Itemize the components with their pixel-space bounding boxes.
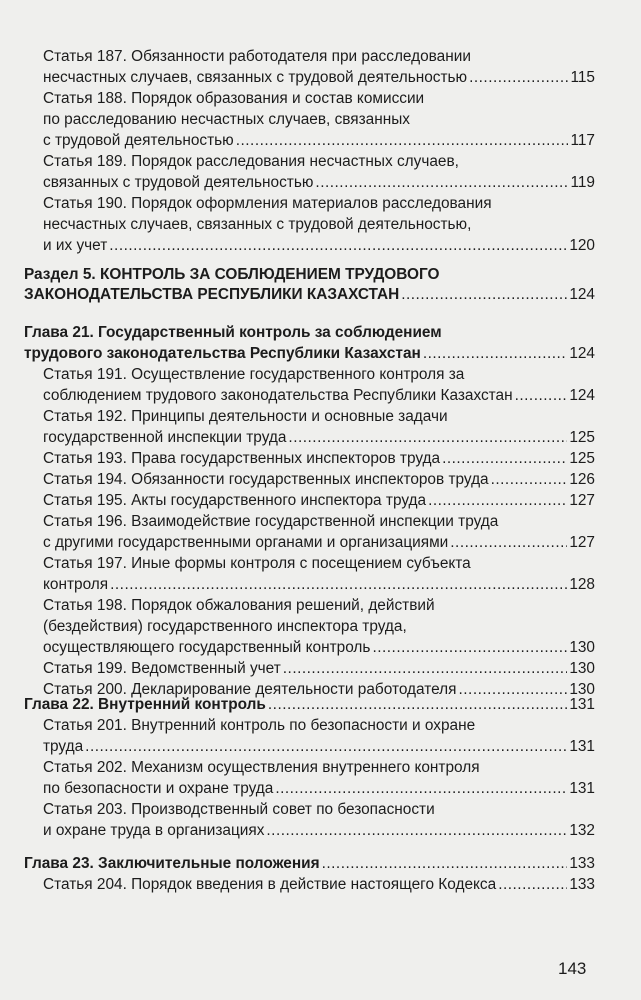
toc-entry-line: [43, 490, 595, 512]
toc-entry-page: 125: [569, 429, 595, 446]
page-number: 143: [558, 959, 587, 978]
toc-entry-page: 128: [569, 576, 595, 593]
toc-entry-line: [43, 427, 595, 449]
toc-entry-page: 131: [569, 696, 595, 713]
toc-entry-title: Статья 190. Порядок оформления материалов расследования: [43, 195, 492, 212]
dot-leader: [498, 874, 567, 896]
toc-entry-title: несчастных случаев, связанных с трудовой деятельностью,: [43, 216, 472, 233]
toc-entry-page: 131: [569, 780, 595, 797]
toc-entry-page: 119: [570, 174, 595, 191]
toc-entry-line: [43, 193, 492, 215]
toc-entry-page: 130: [569, 639, 595, 656]
toc-entry-line: [43, 46, 471, 68]
toc-entry-line: [43, 88, 424, 110]
dot-leader: [275, 778, 567, 800]
toc-entry-title: соблюдением трудового законодательства Республики Казахстан: [43, 387, 513, 404]
toc-entry-line: [43, 637, 595, 659]
toc-entry-line: [43, 778, 595, 800]
toc-entry-title: Статья 198. Порядок обжалования решений, действий: [43, 597, 435, 614]
toc-entry-title: с трудовой деятельностью: [43, 132, 234, 149]
toc-entry-title: Статья 202. Механизм осуществления внутреннего контроля: [43, 759, 480, 776]
toc-entry-line: [43, 799, 435, 821]
toc-entry-page: 132: [569, 822, 595, 839]
toc-entry-title: Статья 191. Осуществление государственного контроля за: [43, 366, 465, 383]
dot-leader: [266, 820, 567, 842]
toc-entry-title: Статья 195. Акты государственного инспектора труда: [43, 492, 427, 509]
dot-leader: [401, 284, 567, 306]
toc-entry-title: Статья 203. Производственный совет по безопасности: [43, 801, 435, 818]
toc-entry-title: и охране труда в организациях: [43, 822, 265, 839]
toc-entry-title: Статья 188. Порядок образования и состав комиссии: [43, 90, 425, 107]
toc-entry-line: [43, 469, 595, 491]
toc-entry-title: Статья 193. Права государственных инспекторов труда: [43, 450, 441, 467]
toc-entry-title: Статья 199. Ведомственный учет: [43, 660, 281, 677]
dot-leader: [109, 235, 567, 257]
toc-entry-title: Статья 200. Декларирование деятельности работодателя: [43, 681, 457, 698]
toc-entry-page: 120: [569, 237, 595, 254]
dot-leader: [450, 532, 567, 554]
toc-entry-line: [43, 214, 471, 236]
toc-entry-title: и их учет: [43, 237, 108, 254]
toc-entry-title: связанных с трудовой деятельностью: [43, 174, 314, 191]
toc-entry-line: [43, 874, 595, 896]
toc-entry-page: 126: [569, 471, 595, 488]
toc-heading-line: [24, 284, 595, 306]
toc-entry-title: Статья 187. Обязанности работодателя при расследовании: [43, 48, 471, 65]
toc-entry-line: [43, 151, 459, 173]
dot-leader: [110, 574, 567, 596]
toc-entry-line: [43, 67, 595, 89]
toc-entry-title: Статья 201. Внутренний контроль по безопасности и охране: [43, 717, 476, 734]
toc-entry-line: [43, 820, 595, 842]
toc-entry-line: [43, 364, 464, 386]
dot-leader: [372, 637, 567, 659]
toc-entry-title: Глава 22. Внутренний контроль: [24, 696, 266, 713]
dot-leader: [236, 130, 569, 152]
toc-entry-page: 131: [569, 738, 595, 755]
toc-heading-line: [24, 264, 439, 286]
toc-entry-page: 115: [570, 69, 595, 86]
toc-entry-title: государственной инспекции труда: [43, 429, 287, 446]
toc-entry-title: Глава 21. Государственный контроль за соблюдением: [24, 324, 442, 341]
toc-entry-title: Статья 192. Принципы деятельности и основные задачи: [43, 408, 448, 425]
toc-entry-page: 130: [569, 660, 595, 677]
toc-entry-line: [43, 757, 480, 779]
dot-leader: [288, 427, 567, 449]
dot-leader: [85, 736, 567, 758]
toc-entry-title: Статья 189. Порядок расследования несчастных случаев,: [43, 153, 459, 170]
toc-entry-page: 124: [569, 345, 595, 362]
toc-entry-line: [43, 511, 498, 533]
toc-entry-line: [43, 553, 471, 575]
dot-leader: [423, 343, 568, 365]
toc-entry-line: [43, 715, 475, 737]
toc-heading-line: [24, 853, 595, 875]
toc-entry-title: (бездействия) государственного инспектора труда,: [43, 618, 407, 635]
dot-leader: [491, 469, 568, 491]
dot-leader: [283, 658, 568, 680]
toc-heading-line: [24, 343, 595, 365]
toc-entry-page: 127: [569, 492, 595, 509]
toc-entry-title: по расследованию несчастных случаев, связанных: [43, 111, 410, 128]
toc-entry-line: [43, 406, 448, 428]
toc-entry-page: 124: [569, 387, 595, 404]
dot-leader: [442, 448, 567, 470]
toc-heading-line: [24, 694, 595, 716]
toc-entry-title: Глава 23. Заключительные положения: [24, 855, 320, 872]
toc-entry-title: с другими государственными органами и организациями: [43, 534, 449, 551]
toc-entry-title: трудового законодательства Республики Казахстан: [24, 345, 421, 362]
dot-leader: [315, 172, 568, 194]
toc-entry-line: [43, 574, 595, 596]
dot-leader: [322, 853, 568, 875]
toc-entry-page: 133: [569, 876, 595, 893]
toc-entry-line: [43, 235, 595, 257]
toc-entry-line: [43, 109, 410, 131]
toc-entry-title: осуществляющего государственный контроль: [43, 639, 371, 656]
toc-entry-line: [43, 172, 595, 194]
toc-entry-title: Статья 204. Порядок введения в действие настоящего Кодекса: [43, 876, 497, 893]
toc-entry-page: 117: [570, 132, 595, 149]
toc-entry-title: Статья 196. Взаимодействие государственной инспекции труда: [43, 513, 499, 530]
toc-entry-title: Раздел 5. КОНТРОЛЬ ЗА СОБЛЮДЕНИЕМ ТРУДОВОГО: [24, 266, 440, 283]
dot-leader: [428, 490, 567, 512]
toc-entry-page: 133: [569, 855, 595, 872]
toc-entry-page: 130: [569, 681, 595, 698]
toc-entry-line: [43, 616, 407, 638]
toc-entry-title: несчастных случаев, связанных с трудовой деятельностью: [43, 69, 468, 86]
toc-entry-line: [43, 385, 595, 407]
toc-entry-line: [43, 736, 595, 758]
dot-leader: [268, 694, 567, 716]
toc-entry-page: 127: [569, 534, 595, 551]
toc-entry-page: 124: [569, 286, 595, 303]
toc-entry-title: по безопасности и охране труда: [43, 780, 274, 797]
dot-leader: [515, 385, 568, 407]
toc-entry-title: Статья 194. Обязанности государственных инспекторов труда: [43, 471, 489, 488]
dot-leader: [469, 67, 568, 89]
toc-entry-title: Статья 197. Иные формы контроля с посещением субъекта: [43, 555, 471, 572]
toc-entry-title: труда: [43, 738, 84, 755]
toc-entry-line: [43, 532, 595, 554]
toc-heading-line: [24, 322, 442, 344]
toc-entry-title: контроля: [43, 576, 109, 593]
toc-entry-line: [43, 130, 595, 152]
toc-entry-line: [43, 448, 595, 470]
toc-entry-line: [43, 658, 595, 680]
toc-entry-line: [43, 595, 435, 617]
toc-entry-page: 125: [569, 450, 595, 467]
toc-entry-title: ЗАКОНОДАТЕЛЬСТВА РЕСПУБЛИКИ КАЗАХСТАН: [24, 286, 400, 303]
